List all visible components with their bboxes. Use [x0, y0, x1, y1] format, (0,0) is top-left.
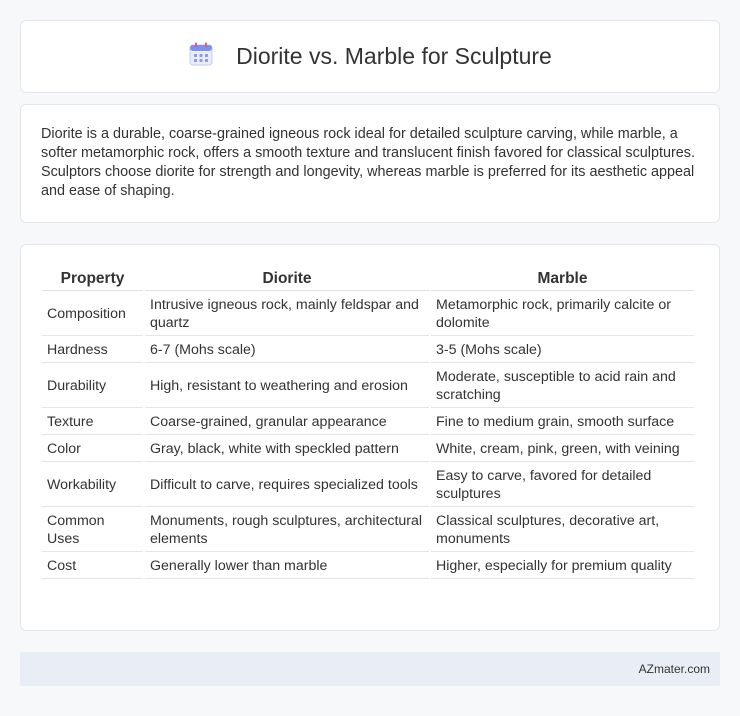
table-row [42, 554, 694, 579]
summary-text: Diorite is a durable, coarse-grained igneous rock ideal for detailed sculpture carving, while marble, a softer metamorphic rock, offers a smooth texture and translucent finish favored for classical sculptures. Sculptors choose diorite for strength and longevity, whereas marble is preferred for its aesthetic appeal and ease of shaping. [41, 126, 696, 199]
calendar-icon [188, 41, 214, 72]
column-header-marble: Marble [431, 265, 694, 291]
marble-cell: Metamorphic rock, primarily calcite or dolomite [431, 293, 694, 336]
marble-cell: Fine to medium grain, smooth surface [431, 410, 694, 435]
diorite-cell: Monuments, rough sculptures, architectural elements [145, 509, 429, 552]
property-cell: Color [42, 437, 143, 462]
table-header-row [42, 265, 694, 291]
property-cell: Common Uses [42, 509, 143, 552]
footer [20, 652, 720, 686]
page-title: Diorite vs. Marble for Sculpture [236, 43, 552, 69]
table-row [42, 464, 694, 507]
marble-cell: 3-5 (Mohs scale) [431, 338, 694, 363]
table-row [42, 293, 694, 336]
diorite-cell: Generally lower than marble [145, 554, 429, 579]
property-cell: Workability [42, 464, 143, 507]
comparison-table [40, 263, 696, 581]
table-row [42, 437, 694, 462]
table-row [42, 365, 694, 408]
column-header-property: Property [42, 265, 143, 291]
property-cell: Composition [42, 293, 143, 336]
table-row [42, 338, 694, 363]
diorite-cell: 6-7 (Mohs scale) [145, 338, 429, 363]
property-cell: Cost [42, 554, 143, 579]
diorite-cell: Gray, black, white with speckled pattern [145, 437, 429, 462]
diorite-cell: Coarse-grained, granular appearance [145, 410, 429, 435]
comparison-table-card [20, 244, 720, 631]
footer-brand: AZmater.com [638, 662, 710, 676]
marble-cell: Classical sculptures, decorative art, monuments [431, 509, 694, 552]
marble-cell: Easy to carve, favored for detailed sculptures [431, 464, 694, 507]
diorite-cell: High, resistant to weathering and erosion [145, 365, 429, 408]
marble-cell: White, cream, pink, green, with veining [431, 437, 694, 462]
diorite-cell: Difficult to carve, requires specialized tools [145, 464, 429, 507]
table-row [42, 410, 694, 435]
property-cell: Durability [42, 365, 143, 408]
marble-cell: Higher, especially for premium quality [431, 554, 694, 579]
property-cell: Hardness [42, 338, 143, 363]
property-cell: Texture [42, 410, 143, 435]
table-row [42, 509, 694, 552]
summary-card [20, 104, 720, 223]
title-wrap [188, 41, 552, 72]
marble-cell: Moderate, susceptible to acid rain and scratching [431, 365, 694, 408]
diorite-cell: Intrusive igneous rock, mainly feldspar and quartz [145, 293, 429, 336]
column-header-diorite: Diorite [145, 265, 429, 291]
header-card [20, 20, 720, 93]
